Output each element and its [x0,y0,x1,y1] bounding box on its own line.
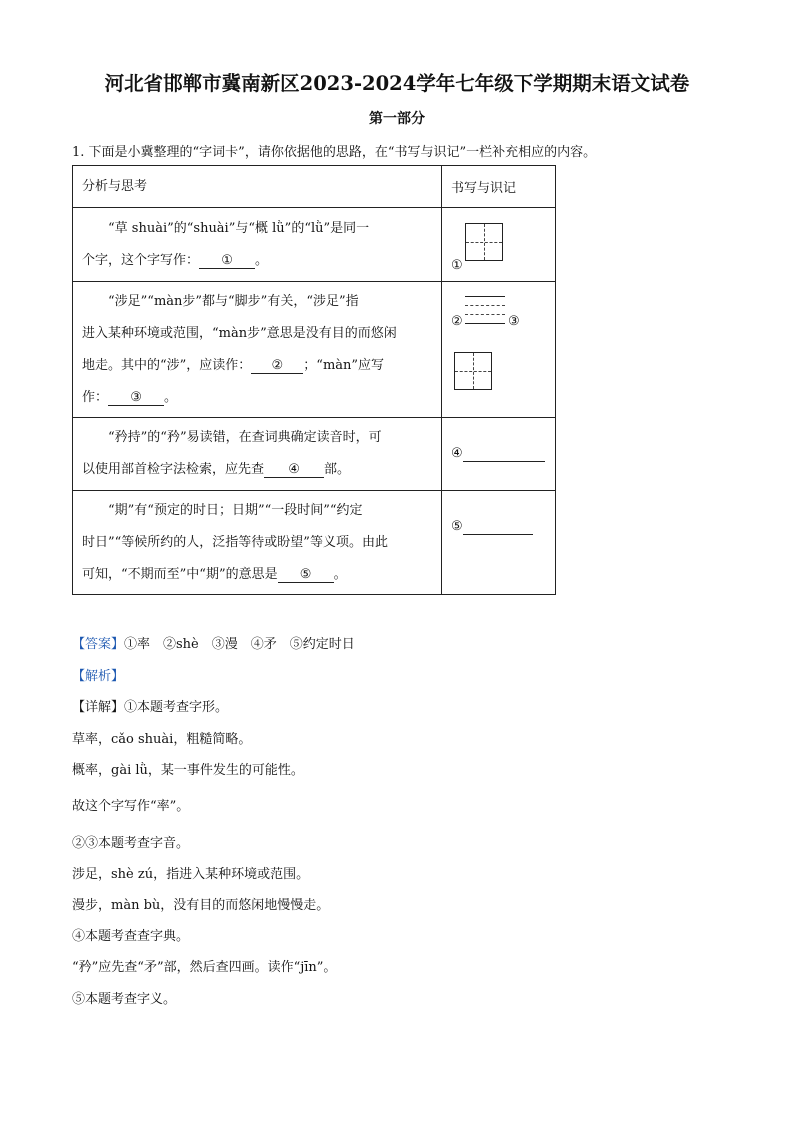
detail-line: 故这个字写作“率”。 [72,799,190,814]
answer-line[interactable] [463,447,545,462]
slot-label: ① [451,257,463,273]
table-row: “矜持”的“矜”易读错，在查词典确定读音时，可 以使用部首检字法检索，应先查 ④ 部。 ④ [73,418,556,491]
slot-label: ② [451,313,463,329]
answer-blank[interactable]: ④ [264,463,324,478]
slot-label: ⑤ [451,519,463,534]
table-row: “涉足”“màn步”都与“脚步”有关，“涉足”指 进入某种环境或范围，“màn步”意思是没有目的而悠闲 地走。其中的“涉”，应读作： ② ；“màn”应写 作： ③ 。 ② ③ [73,282,556,418]
detail-line: 漫步，màn bù，没有目的而悠闲地慢慢走。 [72,898,330,913]
answer-line-block [72,633,355,652]
answer-blank[interactable]: ② [251,359,303,374]
answer-blank[interactable]: ③ [108,391,164,406]
answer-line[interactable] [463,520,533,535]
word-card-table [72,165,556,595]
answer-text: ①率 ②shè ③漫 ④矛 ⑤约定时日 [124,637,355,652]
page-title: 河北省邯郸市冀南新区2023-2024学年七年级下学期期末语文试卷 [104,72,690,95]
table-row: “期”有“预定的时日；日期”“一段时间”“约定 时日”“等候所约的人，泛指等待或盼望”等义项。由此 可知，“不期而至”中“期”的意思是 ⑤ 。 ⑤ [73,491,556,595]
answer-blank[interactable]: ⑤ [278,568,334,583]
writing-grid-icon[interactable] [454,352,492,390]
section-title: 第一部分 [369,111,425,127]
detail-line: 【详解】①本题考查字形。 [72,700,229,715]
writing-grid-icon[interactable] [465,223,503,261]
detail-line: 涉足，shè zú，指进入某种环境或范围。 [72,867,310,882]
detail-line: “矜”应先查“矛”部，然后查四画。读作“jīn”。 [72,960,337,975]
slot-label: ③ [508,313,520,329]
detail-tag: 【详解】 [72,700,125,715]
question-stem: 1. 下面是小冀整理的“字词卡”，请你依据他的思路，在“书写与识记”一栏补充相应的内容。 [72,145,597,160]
detail-line: 概率，gài lǜ，某一事件发生的可能性。 [72,763,304,778]
table-header-left: 分析与思考 [73,166,442,208]
answer-blank[interactable]: ① [199,254,255,269]
detail-line: ⑤本题考查字义。 [72,992,177,1007]
analysis-tag: 【解析】 [72,669,125,684]
detail-line: ④本题考查查字典。 [72,929,190,944]
table-header-right: 书写与识记 [442,166,556,208]
table-row: “草 shuài”的“shuài”与“概 lǜ”的“lǜ”是同一 个字，这个字写作： ① 。 ① [73,208,556,282]
slot-label: ④ [451,446,463,461]
detail-line: ②③本题考查字音。 [72,836,190,851]
detail-line: 草率，cǎo shuài，粗糙简略。 [72,732,252,747]
answer-tag: 【答案】 [72,637,125,652]
pinyin-lines-icon[interactable] [465,296,505,328]
